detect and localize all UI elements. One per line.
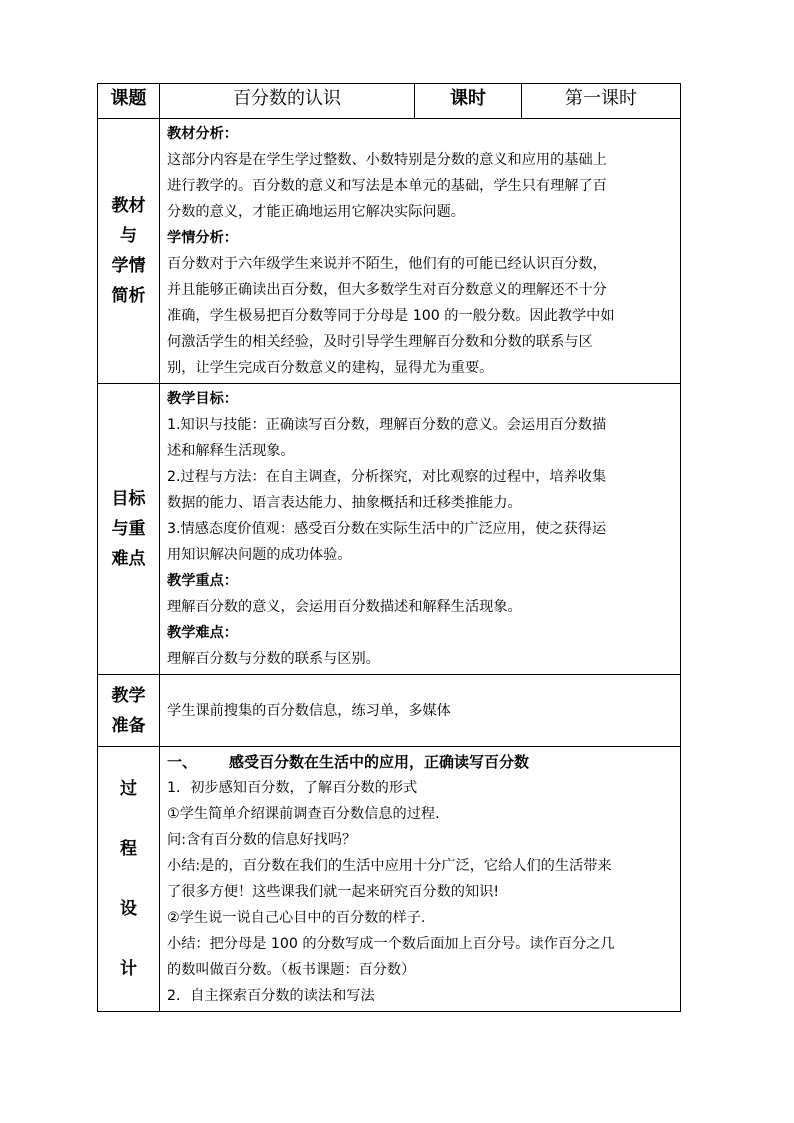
key-heading: 教学重点： <box>167 573 238 589</box>
analysis-content <box>160 119 681 384</box>
lesson-plan-table <box>97 83 681 1012</box>
difficulty-heading: 教学难点： <box>167 625 238 641</box>
difficulty-line: 理解百分数与分数的联系与区别。 <box>167 651 380 667</box>
goal-line: 3.情感态度价值观：感受百分数在实际生活中的广泛应用，使之获得运 <box>167 521 607 537</box>
process-line: 2．自主探索百分数的读法和写法 <box>167 988 375 1004</box>
material-line: 这部分内容是在学生学过整数、小数特别是分数的意义和应用的基础上 <box>167 152 607 168</box>
goals-label: 目标 与重 难点 <box>98 384 160 675</box>
process-content <box>160 747 681 1012</box>
student-line: 并且能够正确读出百分数，但大多数学生对百分数意义的理解还不十分 <box>167 282 607 298</box>
process-line: 了很多方便！这些课我们就一起来研究百分数的知识! <box>167 884 500 900</box>
process-row <box>98 747 681 1012</box>
goal-heading: 教学目标： <box>167 391 238 407</box>
process-line: 1．初步感知百分数，了解百分数的形式 <box>167 780 418 796</box>
section-number: 一、 <box>167 753 198 771</box>
topic-label: 课题 <box>98 84 160 119</box>
process-label: 过 程 设 计 <box>98 747 160 1012</box>
goals-content <box>160 384 681 675</box>
key-line: 理解百分数的意义，会运用百分数描述和解释生活现象。 <box>167 599 522 615</box>
process-line: 小结：把分母是 100 的分数写成一个数后面加上百分号。读作百分之几 <box>167 936 615 952</box>
section-heading <box>167 749 675 775</box>
process-line: 小结:是的，百分数在我们的生活中应用十分广泛，它给人们的生活带来 <box>167 858 612 874</box>
process-line: 问:含有百分数的信息好找吗？ <box>167 832 357 848</box>
goals-row <box>98 384 681 675</box>
student-line: 别，让学生完成百分数意义的建构，显得尤为重要。 <box>167 360 494 376</box>
prep-label: 教学 准备 <box>98 675 160 747</box>
student-line: 准确，学生极易把百分数等同于分母是 100 的一般分数。因此教学中如 <box>167 308 615 324</box>
prep-content: 学生课前搜集的百分数信息，练习单，多媒体 <box>160 675 681 747</box>
analysis-label: 教材 与 学情 简析 <box>98 119 160 384</box>
student-line: 百分数对于六年级学生来说并不陌生，他们有的可能已经认识百分数， <box>167 256 607 272</box>
material-heading: 教材分析： <box>167 126 238 142</box>
goal-line: 1.知识与技能：正确读写百分数，理解百分数的意义。会运用百分数描 <box>167 417 607 433</box>
process-line: ①学生简单介绍课前调查百分数信息的过程. <box>167 806 440 822</box>
goal-line: 用知识解决问题的成功体验。 <box>167 547 352 563</box>
process-line: 的数叫做百分数。（板书课题：百分数） <box>167 962 416 978</box>
material-line: 分数的意义，才能正确地运用它解决实际问题。 <box>167 204 465 220</box>
header-row <box>98 84 681 119</box>
topic-value: 百分数的认识 <box>160 84 415 119</box>
period-value: 第一课时 <box>522 84 681 119</box>
goal-line: 2.过程与方法：在自主调查，分析探究，对比观察的过程中，培养收集 <box>167 469 607 485</box>
analysis-row <box>98 119 681 384</box>
period-label: 课时 <box>415 84 522 119</box>
process-line: ②学生说一说自己心目中的百分数的样子. <box>167 910 426 926</box>
goal-line: 述和解释生活现象。 <box>167 443 295 459</box>
section-title: 感受百分数在生活中的应用，正确读写百分数 <box>229 753 530 771</box>
material-line: 进行教学的。百分数的意义和写法是本单元的基础，学生只有理解了百 <box>167 178 607 194</box>
student-heading: 学情分析： <box>167 230 238 246</box>
goal-line: 数据的能力、语言表达能力、抽象概括和迁移类推能力。 <box>167 495 522 511</box>
student-line: 何激活学生的相关经验，及时引导学生理解百分数和分数的联系与区 <box>167 334 593 350</box>
prep-row <box>98 675 681 747</box>
